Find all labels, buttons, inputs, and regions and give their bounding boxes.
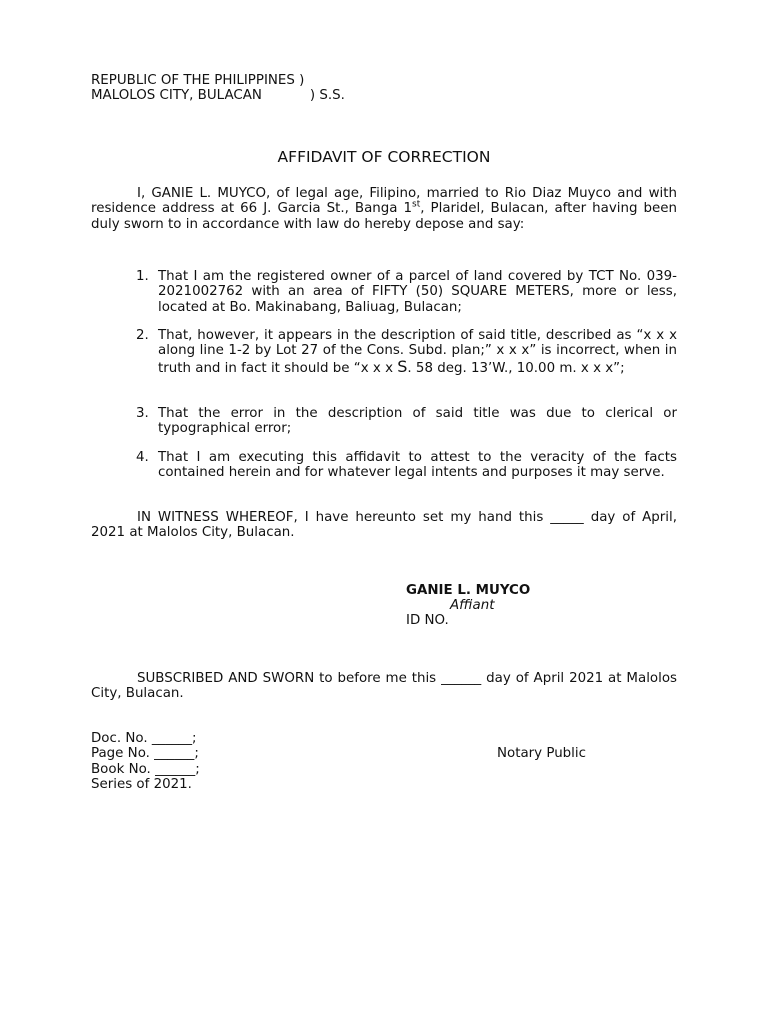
notary-entries <box>91 731 200 793</box>
intro-sup: st <box>412 199 421 210</box>
venue-line-2 <box>91 88 345 103</box>
page-no: Page No. ______; <box>91 746 199 762</box>
notary-public-label: Notary Public <box>497 746 586 761</box>
item-3-number: 3. <box>136 406 149 421</box>
intro-text-a: I, GANIE L. MUYCO, of legal age, Filipino, married to Rio Diaz Muyco and with residence address at 66 J. Garcia St., Banga 1 <box>91 186 677 217</box>
affiant-name: GANIE L. MUYCO <box>406 583 531 598</box>
item-1-number: 1. <box>136 269 149 284</box>
item-2-text-a: That, however, it appears in the description of said title, described as “x x x along line 1-2 by Lot 27 of the Cons. Subd. plan;” x x x” is incorrect, when in truth and in fact it should be “x x x <box>158 328 677 376</box>
item-2-text-s: S <box>397 356 408 376</box>
affiant-role: Affiant <box>450 598 495 613</box>
affiant-id: ID NO. <box>406 613 449 628</box>
item-1-text: That I am the registered owner of a parcel of land covered by TCT No. 039-2021002762 with an area of FIFTY (50) SQUARE METERS, more or less, located at Bo. Makinabang, Baliuag, Bulacan; <box>158 269 677 315</box>
witness-paragraph <box>91 510 677 541</box>
intro-text-b: , Plaridel, Bulacan, after having been duly sworn to in accordance with law do hereby depose and say: <box>91 201 678 232</box>
venue-line-1: REPUBLIC OF THE PHILIPPINES ) <box>91 73 305 88</box>
witness-text: IN WITNESS WHEREOF, I have hereunto set my hand this _____ day of April, 2021 at Malolos City, Bulacan. <box>91 510 677 541</box>
book-no: Book No. ______; <box>91 761 200 777</box>
item-3-text: That the error in the description of said title was due to clerical or typographical error; <box>158 406 677 437</box>
venue-place: MALOLOS CITY, BULACAN <box>91 88 262 104</box>
venue-block <box>91 73 345 104</box>
jurat-text: SUBSCRIBED AND SWORN to before me this ______ day of April 2021 at Malolos City, Bulacan. <box>91 671 677 702</box>
doc-no: Doc. No. ______; <box>91 731 197 746</box>
item-2-number: 2. <box>136 328 149 343</box>
list-item-3 <box>136 406 677 437</box>
series: Series of 2021. <box>91 777 192 793</box>
venue-ss: ) S.S. <box>309 88 345 104</box>
item-4-number: 4. <box>136 450 149 465</box>
item-4-text: That I am executing this affidavit to attest to the veracity of the facts contained herein and for whatever legal intents and purposes it may serve. <box>158 450 677 481</box>
list-item-2 <box>136 328 677 376</box>
item-2-text-b: . 58 deg. 13’W., 10.00 m. x x x”; <box>407 360 625 376</box>
item-2-text <box>158 328 677 376</box>
intro-paragraph <box>91 186 677 232</box>
list-item-4 <box>136 450 677 481</box>
document-title: AFFIDAVIT OF CORRECTION <box>277 148 491 166</box>
jurat-paragraph <box>91 671 677 702</box>
list-item-1 <box>136 269 677 315</box>
